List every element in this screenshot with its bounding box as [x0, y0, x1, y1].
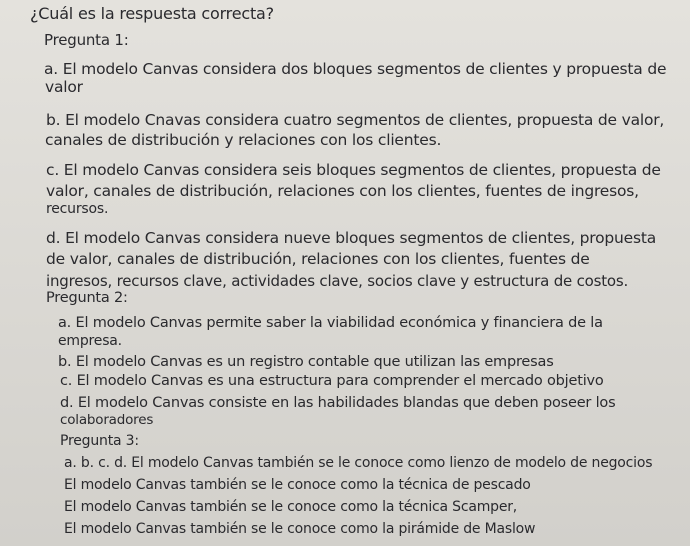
page-title: ¿Cuál es la respuesta correcta?	[30, 4, 274, 23]
q1-option-c-line-1: c. El modelo Canvas considera seis bloques segmentos de clientes, propuesta de	[46, 161, 661, 179]
q2-option-c-line-1: c. El modelo Canvas es una estructura para comprender el mercado objetivo	[60, 373, 604, 389]
q3-line-4: El modelo Canvas también se le conoce como la pirámide de Maslow	[64, 521, 536, 537]
q2-option-a-line-1: a. El modelo Canvas permite saber la viabilidad económica y financiera de la	[58, 315, 603, 331]
q1-option-b-line-2: canales de distribución y relaciones con los clientes.	[45, 131, 442, 149]
q1-option-c-line-2: valor, canales de distribución, relaciones con los clientes, fuentes de ingresos,	[46, 182, 639, 200]
q1-option-a-line-1: a. El modelo Canvas considera dos bloques segmentos de clientes y propuesta de	[44, 60, 667, 78]
question-1-label: Pregunta 1:	[44, 31, 129, 49]
q1-option-d-line-2: de valor, canales de distribución, relaciones con los clientes, fuentes de	[46, 250, 590, 268]
q2-option-d-line-1: d. El modelo Canvas consiste en las habilidades blandas que deben poseer los	[60, 395, 616, 411]
question-3-label: Pregunta 3:	[60, 433, 139, 449]
q1-option-d-line-3: ingresos, recursos clave, actividades clave, socios clave y estructura de costos.	[46, 272, 629, 290]
q3-line-1: a. b. c. d. El modelo Canvas también se le conoce como lienzo de modelo de negocios	[64, 455, 653, 471]
q1-option-b-line-1: b. El modelo Cnavas considera cuatro segmentos de clientes, propuesta de valor,	[46, 111, 665, 129]
q3-line-2: El modelo Canvas también se le conoce como la técnica de pescado	[64, 477, 531, 493]
q2-option-d-line-2: colaboradores	[60, 412, 154, 428]
q1-option-d-line-1: d. El modelo Canvas considera nueve bloques segmentos de clientes, propuesta	[46, 229, 657, 247]
q1-option-a-line-2: valor	[45, 78, 83, 96]
q2-option-b-line-1: b. El modelo Canvas es un registro contable que utilizan las empresas	[58, 354, 554, 370]
q3-line-3: El modelo Canvas también se le conoce como la técnica Scamper,	[64, 499, 518, 515]
question-2-label: Pregunta 2:	[46, 290, 128, 306]
q2-option-a-line-2: empresa.	[58, 333, 122, 349]
q1-option-c-line-3: recursos.	[46, 201, 109, 217]
